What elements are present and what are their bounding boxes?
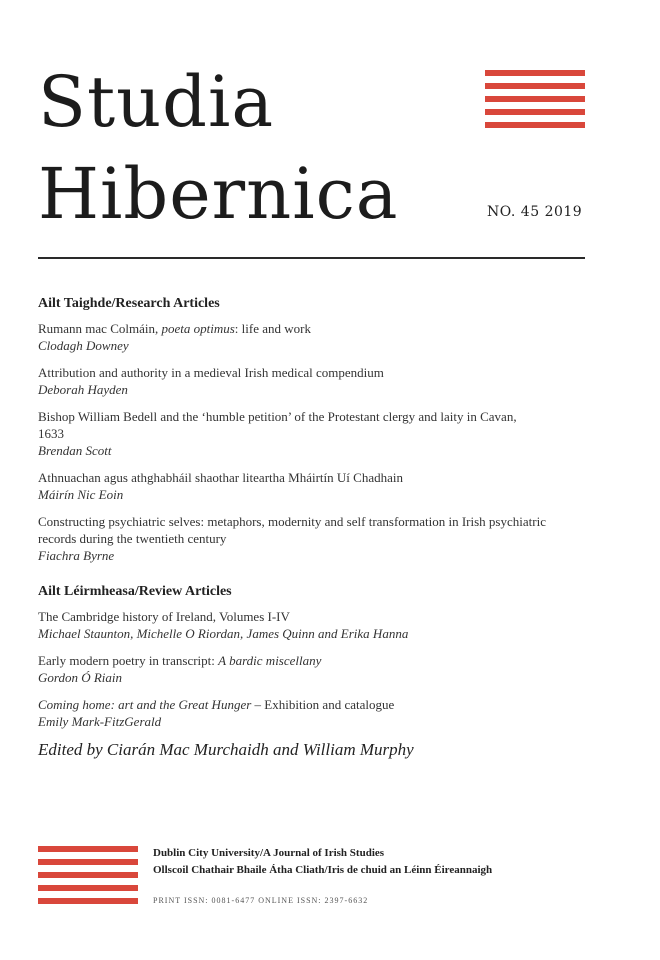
article-author: Gordon Ó Riain <box>38 670 123 685</box>
title-italic-part: Coming home: art and the Great Hunger <box>38 697 252 712</box>
journal-title <box>38 56 399 240</box>
stripe <box>38 846 138 852</box>
stripe <box>38 885 138 891</box>
stripe <box>38 898 138 904</box>
article-item <box>38 364 598 398</box>
decorative-stripes-bottom <box>38 846 138 911</box>
article-author: Máirín Nic Eoin <box>38 487 124 502</box>
stripe <box>485 83 585 89</box>
stripe <box>485 122 585 128</box>
article-item <box>38 513 598 564</box>
research-heading: Ailt Taighde/Research Articles <box>38 296 220 311</box>
article-author: Clodagh Downey <box>38 338 129 353</box>
article-item <box>38 696 598 730</box>
article-author: Michael Staunton, Michelle O Riordan, James Quinn and Erika Hanna <box>38 626 409 641</box>
article-title <box>38 696 598 713</box>
article-title: Bishop William Bedell and the ‘humble petition’ of the Protestant clergy and laity in Cavan, 1633 <box>38 409 517 441</box>
title-part: Early modern poetry in transcript: <box>38 653 219 668</box>
stripe <box>38 859 138 865</box>
article-item <box>38 652 598 686</box>
title-italic-part: poeta optimus <box>161 321 235 336</box>
article-author: Emily Mark-FitzGerald <box>38 714 162 729</box>
article-title <box>38 652 598 669</box>
article-item <box>38 608 598 642</box>
title-italic-part: A bardic miscellany <box>218 653 322 668</box>
publisher-line-irish: Ollscoil Chathair Bhaile Átha Cliath/Iris de chuid an Léinn Éireannaigh <box>153 864 493 876</box>
decorative-stripes-top <box>485 70 585 135</box>
table-of-contents <box>38 296 598 760</box>
article-title: Athnuachan agus athghabháil shaothar liteartha Mháirtín Uí Chadhain <box>38 470 403 485</box>
issue-number: NO. 45 2019 <box>487 204 583 220</box>
editors-line: Edited by Ciarán Mac Murchaidh and William Murphy <box>38 740 414 759</box>
article-title: Constructing psychiatric selves: metaphors, modernity and self transformation in Irish psychiatric records during the twentieth century <box>38 514 546 546</box>
article-author: Fiachra Byrne <box>38 548 115 563</box>
article-item <box>38 320 598 354</box>
article-item <box>38 408 598 459</box>
title-line-1: Studia <box>38 61 275 143</box>
divider-rule <box>38 257 585 259</box>
stripe <box>485 96 585 102</box>
title-part: : life and work <box>234 321 311 336</box>
publisher-info <box>153 845 492 879</box>
review-heading: Ailt Léirmheasa/Review Articles <box>38 584 232 599</box>
stripe <box>485 70 585 76</box>
article-title: Attribution and authority in a medieval Irish medical compendium <box>38 365 384 380</box>
article-item <box>38 469 598 503</box>
stripe <box>485 109 585 115</box>
publisher-line-english: Dublin City University/A Journal of Irish Studies <box>153 847 385 859</box>
article-title: The Cambridge history of Ireland, Volumes I-IV <box>38 609 290 624</box>
article-title <box>38 320 598 337</box>
title-part: Rumann mac Colmáin, <box>38 321 162 336</box>
article-author: Deborah Hayden <box>38 382 128 397</box>
title-line-2: Hibernica <box>38 153 399 235</box>
stripe <box>38 872 138 878</box>
issn-line: PRINT ISSN: 0081-6477 ONLINE ISSN: 2397-6632 <box>153 896 369 905</box>
title-part: – Exhibition and catalogue <box>251 697 395 712</box>
article-author: Brendan Scott <box>38 443 112 458</box>
